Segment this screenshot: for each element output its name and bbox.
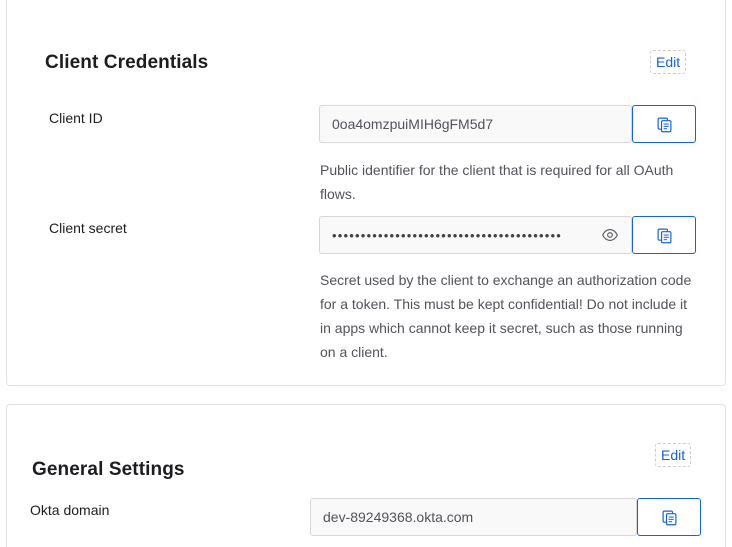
copy-icon bbox=[656, 227, 673, 244]
client-secret-label: Client secret bbox=[49, 220, 127, 236]
client-id-field[interactable] bbox=[319, 105, 632, 143]
eye-icon[interactable] bbox=[601, 226, 619, 244]
client-id-value: 0oa4omzpuiMIH6gFM5d7 bbox=[332, 116, 494, 132]
client-secret-helper-text: Secret used by the client to exchange an authorization code for a token. This must be kept confidential! Do not include it in apps which cannot keep it secret, such as those running on a client. bbox=[320, 272, 692, 360]
copy-client-secret-button[interactable] bbox=[632, 216, 696, 254]
general-settings-title: General Settings bbox=[32, 458, 185, 480]
edit-client-credentials-button[interactable]: Edit bbox=[650, 50, 686, 74]
client-secret-field[interactable] bbox=[319, 216, 632, 254]
client-credentials-card bbox=[6, 0, 726, 386]
copy-okta-domain-button[interactable] bbox=[637, 498, 701, 536]
okta-domain-label: Okta domain bbox=[30, 502, 110, 518]
copy-icon bbox=[661, 509, 678, 526]
page-title: Client Credentials bbox=[45, 51, 209, 73]
client-secret-value: •••••••••••••••••••••••••••••••••••••••• bbox=[332, 227, 563, 243]
client-credentials-header bbox=[7, 0, 725, 73]
client-id-helper-text: Public identifier for the client that is required for all OAuth flows. bbox=[320, 162, 674, 202]
copy-icon bbox=[656, 116, 673, 133]
edit-general-settings-button[interactable]: Edit bbox=[655, 443, 691, 467]
okta-domain-field[interactable] bbox=[310, 498, 637, 536]
client-id-label: Client ID bbox=[49, 110, 103, 126]
copy-client-id-button[interactable] bbox=[632, 105, 696, 143]
okta-domain-value: dev-89249368.okta.com bbox=[323, 509, 474, 525]
